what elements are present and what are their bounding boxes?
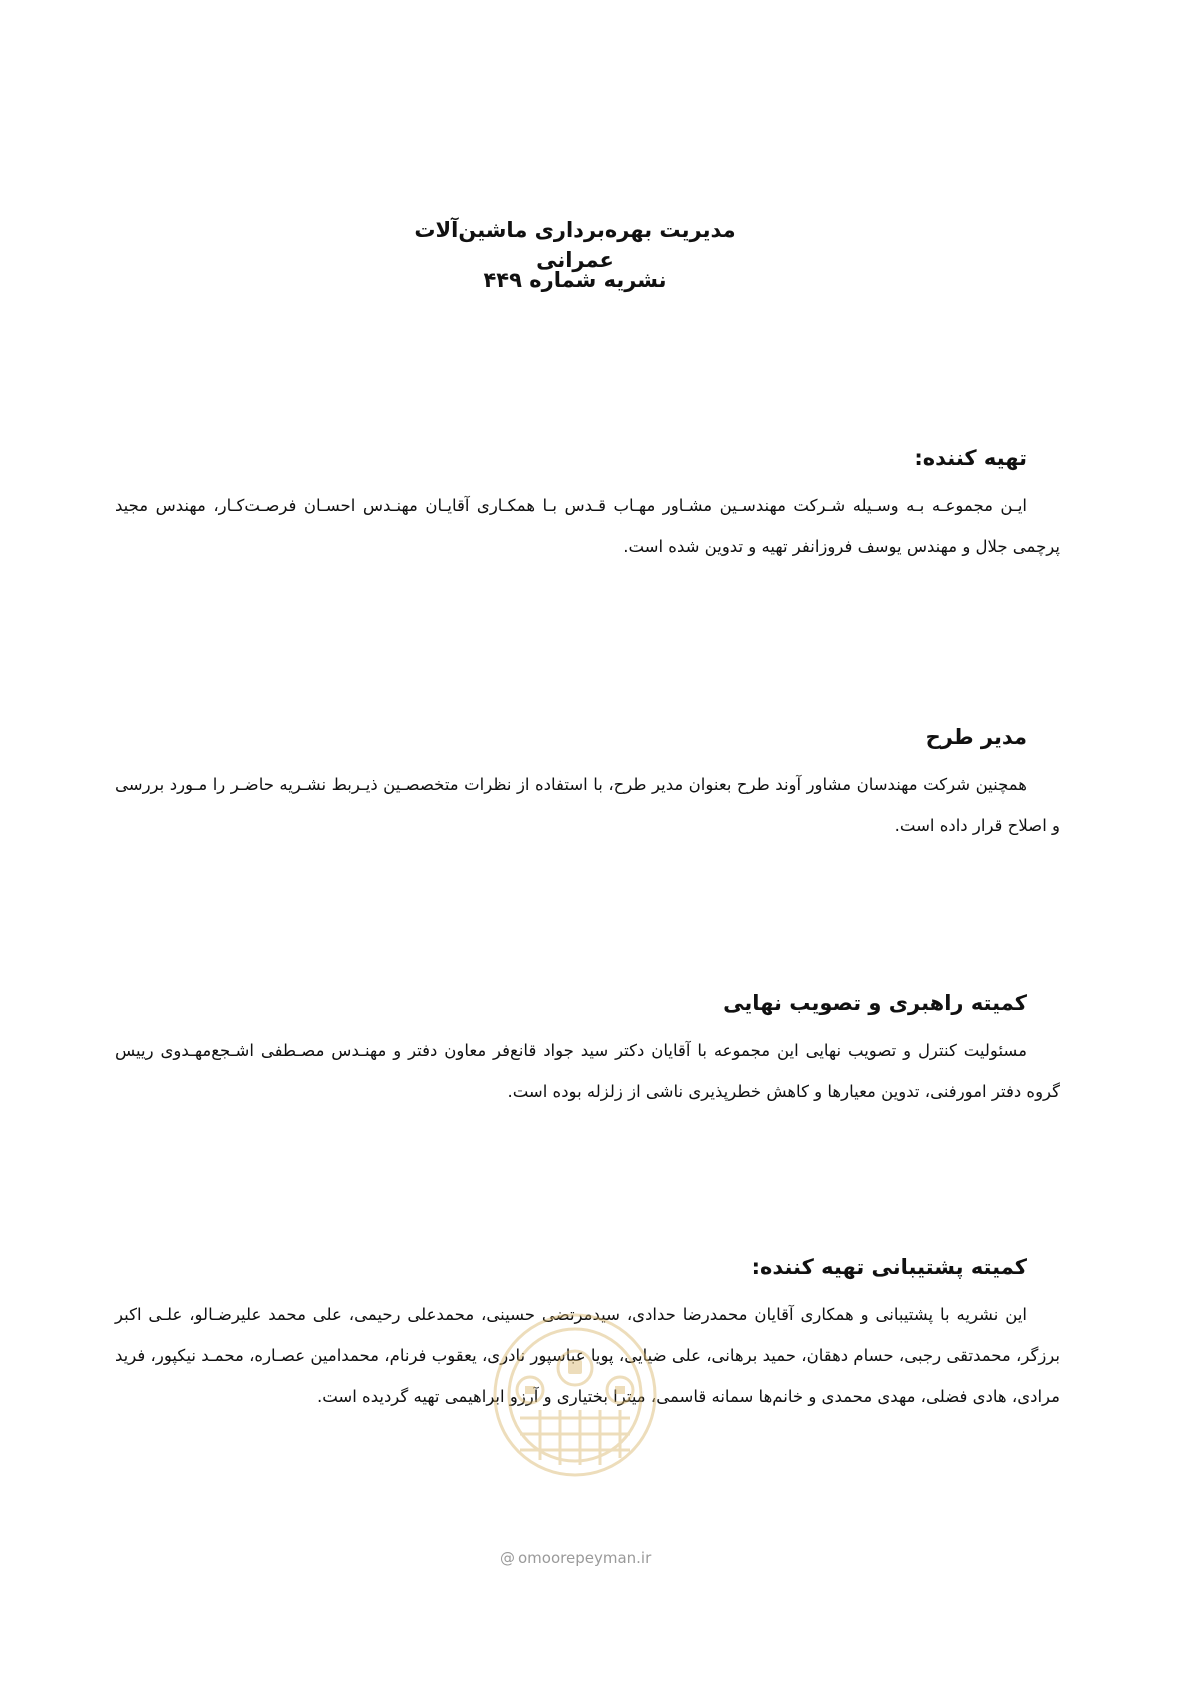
watermark-site-text: omoorepeyman.ir [518,1549,652,1567]
section-project-manager [115,722,1060,846]
section-body: ایـن مجموعـه بـه وسـیله شـرکت مهندسـین مشـاور مهـاب قـدس بـا همکـاری آقایـان مهنـدس احسـان فرصـت‌کـار، مهندس مجید پرچمی جلال و مهندس یوسف فروزانفر تهیه و تدوین شده است. [115,496,1060,556]
watermark-site [500,1549,700,1567]
publication-number: نشریه شماره ۴۴۹ [483,268,667,292]
section-heading: کمیته راهبری و تصویب نهایی [723,991,1027,1015]
document-title: مدیریت بهره‌برداری ماشین‌آلات عمرانی [414,218,736,272]
section-steering-committee [115,988,1060,1112]
section-heading: مدیر طرح [925,725,1027,749]
section-heading: کمیته پشتیبانی تهیه کننده: [751,1255,1027,1279]
section-body: همچنین شرکت مهندسان مشاور آوند طرح بعنوان مدیر طرح، با استفاده از نظرات متخصصـین ذیـربط نشـریه حاضـر را مـورد بررسی و اصلاح قرار داده است. [115,775,1060,835]
emblem-seal-icon [490,1310,660,1480]
section-heading: تهیه کننده: [914,446,1027,470]
section-preparer [115,443,1060,567]
section-body: این نشریه با پشتیبانی و همکاری آقایان محمدرضا حدادی، سیدمرتضی حسینی، محمدعلی رحیمی، علی محمد علیرضـالو، علـی اکبر برزگر، محمدتقی رجبی، حسام دهقان، حمید برهانی، علی ضیایی، پویا عباسپور نادری، یعقوب فرنام، محمدامین عصـاره، محمـد نیکپور، فرید مرادی، هادی فضلی، مهدی محمدی و خانم‌ها سمانه قاسمی، میترا بختیاری و آرزو ابراهیمی تهیه گردیده است. [115,1305,1060,1406]
at-icon: @ [500,1549,515,1567]
section-body: مسئولیت کنترل و تصویب نهایی این مجموعه با آقایان دکتر سید جواد قانع‌فر معاون دفتر و مهنـدس مصـطفی اشـجع‌مهـدوی رییس گروه دفتر امورفنی، تدوین معیارها و کاهش خطرپذیری ناشی از زلزله بوده است. [115,1041,1060,1101]
